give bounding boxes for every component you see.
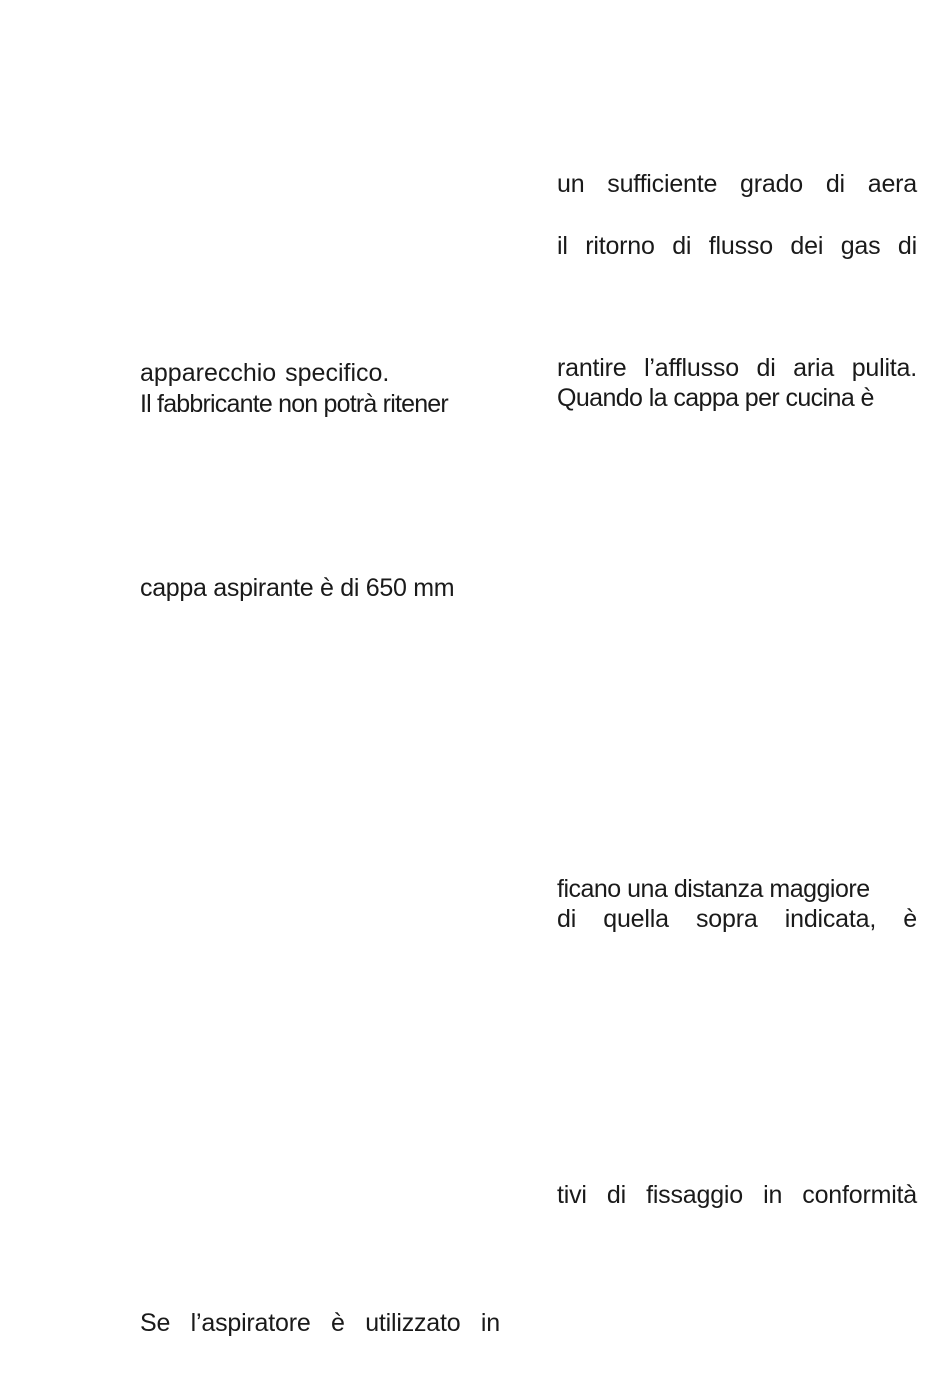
text-line: ficano una distanza maggiore — [557, 875, 870, 903]
text-line: Quando la cappa per cucina è — [557, 384, 874, 412]
text-line: Se l’aspiratore è utilizzato in — [140, 1309, 500, 1337]
text-line: tivi di fissaggio in conformità — [557, 1181, 917, 1209]
text-line: il ritorno di flusso dei gas di — [557, 232, 917, 260]
text-line: cappa aspirante è di 650 mm — [140, 574, 455, 602]
text-line: di quella sopra indicata, è — [557, 905, 917, 933]
text-line: un sufficiente grado di aera — [557, 170, 917, 198]
text-line: Il fabbricante non potrà ritener — [140, 390, 448, 418]
text-line: apparecchio specifico. — [140, 359, 390, 387]
text-line: rantire l’afflusso di aria pulita. — [557, 354, 917, 382]
